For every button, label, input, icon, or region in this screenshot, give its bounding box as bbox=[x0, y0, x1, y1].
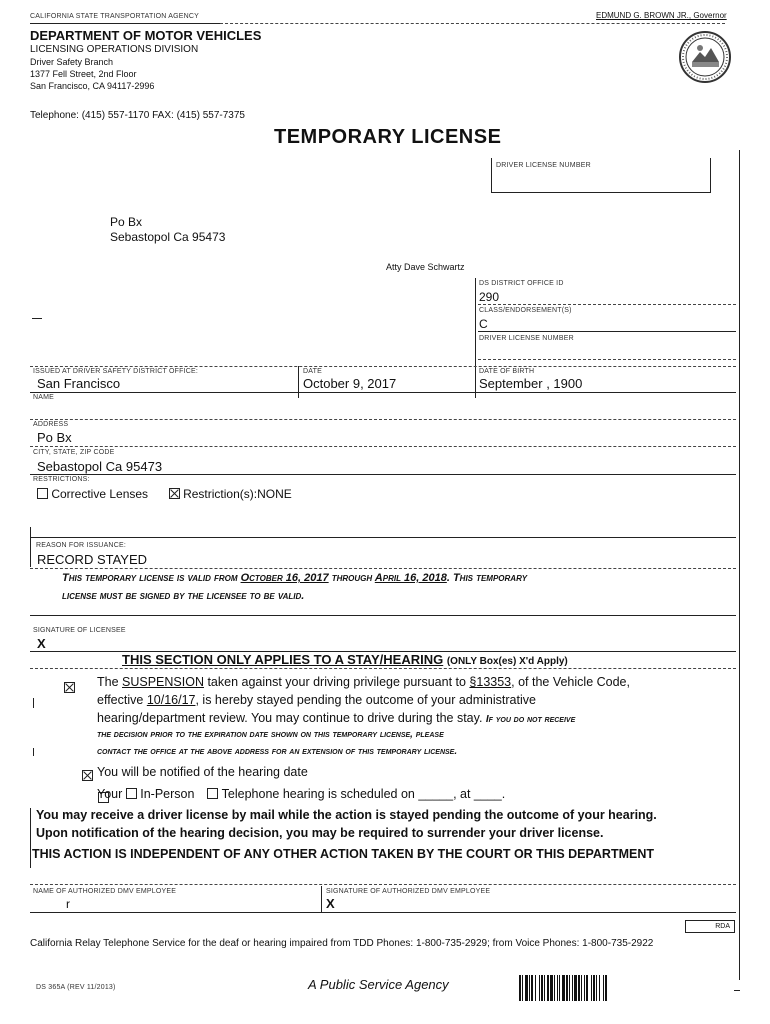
validity-line1 bbox=[62, 572, 527, 584]
notified-text: You will be notified of the hearing date bbox=[97, 765, 308, 779]
dob-label: DATE OF BIRTH bbox=[479, 368, 535, 375]
right-margin-line bbox=[739, 150, 740, 980]
suspension-line5: contact the office at the above address for an extension of this temporary license. bbox=[97, 746, 458, 757]
suspension-line4: the decision prior to the expiration date shown on this temporary license, please bbox=[97, 729, 444, 740]
validity-from-date: October 16, 2017 bbox=[240, 572, 329, 584]
restrictions-checkbox[interactable] bbox=[169, 488, 180, 499]
margin-tick-1 bbox=[33, 698, 34, 708]
date-divider bbox=[298, 366, 299, 398]
validity-line2: license must be signed by the licensee to be valid. bbox=[62, 590, 305, 602]
district-value: 290 bbox=[479, 290, 500, 304]
city-value: Sebastopol Ca 95473 bbox=[37, 459, 163, 474]
header-rule-right bbox=[220, 23, 725, 24]
signature-label: SIGNATURE OF LICENSEE bbox=[33, 627, 126, 634]
branch-name: Driver Safety Branch bbox=[30, 57, 114, 67]
barcode-icon bbox=[519, 975, 699, 1001]
header-rule-left bbox=[30, 23, 220, 24]
validity-text-b: through bbox=[328, 572, 375, 584]
date-value: October 9, 2017 bbox=[303, 376, 397, 391]
page-title: TEMPORARY LICENSE bbox=[274, 126, 502, 148]
margin-tick-2 bbox=[33, 748, 34, 756]
division-name: LICENSING OPERATIONS DIVISION bbox=[30, 44, 199, 55]
license-by-mail-notice: You may receive a driver license by mail while the action is stayed pending the outcome of your hearing. bbox=[36, 808, 657, 822]
agency-name: CALIFORNIA STATE TRANSPORTATION AGENCY bbox=[30, 13, 200, 20]
name-label: NAME bbox=[33, 394, 55, 401]
validity-to-date: April 16, 2018 bbox=[374, 572, 447, 584]
p3-text-b: If you do not receive bbox=[485, 714, 576, 725]
address-rule bbox=[30, 446, 736, 447]
suspension-line2 bbox=[97, 693, 536, 707]
name-rule bbox=[30, 419, 736, 420]
attorney-name: Atty Dave Schwartz bbox=[386, 262, 465, 272]
p2-text-a: effective bbox=[97, 693, 147, 707]
right-stack-divider bbox=[475, 278, 476, 398]
suspension-line1 bbox=[97, 675, 630, 689]
issued-value: San Francisco bbox=[37, 376, 121, 391]
dob-value: September , 1900 bbox=[479, 376, 583, 391]
department-name: DEPARTMENT OF MOTOR VEHICLES bbox=[30, 28, 262, 43]
district-label: DS DISTRICT OFFICE ID bbox=[479, 280, 564, 287]
restrictions-value: Restriction(s):NONE bbox=[183, 487, 292, 501]
dl-rule bbox=[478, 359, 736, 360]
auth-name-label: NAME OF AUTHORIZED DMV EMPLOYEE bbox=[33, 888, 177, 895]
date-label: DATE bbox=[303, 368, 322, 375]
stay-heading-text: THIS SECTION ONLY APPLIES TO A STAY/HEARING bbox=[122, 652, 444, 667]
restrictions-row bbox=[37, 487, 292, 501]
notified-checkbox[interactable] bbox=[82, 770, 93, 781]
your-label: Your bbox=[97, 787, 123, 801]
restrictions-label: RESTRICTIONS: bbox=[33, 476, 90, 483]
in-person-checkbox[interactable] bbox=[126, 788, 137, 799]
stay-heading bbox=[122, 652, 568, 667]
corrective-lenses-checkbox[interactable] bbox=[37, 488, 48, 499]
state-seal-icon bbox=[678, 30, 732, 84]
vehicle-code-section: §13353 bbox=[469, 675, 512, 689]
p1-text-c: , of the Vehicle Code, bbox=[511, 675, 630, 689]
p1-text-a: The bbox=[97, 675, 123, 689]
p3-text-a: hearing/department review. You may continue to drive during the stay. bbox=[97, 711, 486, 725]
reason-value: RECORD STAYED bbox=[37, 552, 148, 567]
form-code-box: RDA bbox=[685, 920, 735, 933]
issued-label: ISSUED AT DRIVER SAFETY DISTRICT OFFICE: bbox=[33, 368, 199, 375]
auth-bottom-rule bbox=[30, 912, 736, 913]
class-rule bbox=[478, 331, 736, 332]
class-label: CLASS/ENDORSEMENT(S) bbox=[479, 307, 572, 314]
auth-name-value: r bbox=[66, 897, 70, 911]
auth-signature-x: X bbox=[326, 896, 335, 911]
row1-bottom-rule bbox=[30, 392, 736, 393]
auth-top-rule bbox=[30, 884, 736, 885]
reason-rule bbox=[30, 568, 736, 569]
public-service-slogan: A Public Service Agency bbox=[308, 977, 449, 992]
telephone-checkbox[interactable] bbox=[207, 788, 218, 799]
address-label: ADDRESS bbox=[33, 421, 69, 428]
city-address: San Francisco, CA 94117-2996 bbox=[30, 81, 155, 91]
effective-date: 10/16/17 bbox=[146, 693, 196, 707]
independent-action-notice: THIS ACTION IS INDEPENDENT OF ANY OTHER ACTION TAKEN BY THE COURT OR THIS DEPARTMENT bbox=[32, 847, 655, 861]
validity-text-c: . This temporary bbox=[446, 572, 528, 584]
suspension-word: SUSPENSION bbox=[122, 675, 204, 689]
auth-divider bbox=[321, 886, 322, 912]
notice-margin-line bbox=[30, 808, 31, 868]
address-value: Po Bx bbox=[37, 430, 72, 445]
surrender-notice: Upon notification of the hearing decision, you may be required to surrender your driver license. bbox=[36, 826, 604, 840]
suspension-line3 bbox=[97, 711, 575, 725]
validity-text-a: This temporary license is valid from bbox=[62, 572, 241, 584]
stay-heading-note: (ONLY Box(es) X'd Apply) bbox=[446, 656, 568, 667]
telephone-label: Telephone hearing is scheduled on _____, at ____. bbox=[221, 787, 506, 801]
district-rule bbox=[478, 304, 736, 305]
left-margin-line bbox=[30, 527, 31, 567]
hearing-scheduled-row bbox=[97, 787, 505, 801]
auth-signature-label: SIGNATURE OF AUTHORIZED DMV EMPLOYEE bbox=[326, 888, 491, 895]
row1-top-rule bbox=[30, 366, 736, 367]
class-value: C bbox=[479, 317, 488, 331]
dl-box-label: DRIVER LICENSE NUMBER bbox=[496, 162, 591, 169]
dl-label: DRIVER LICENSE NUMBER bbox=[479, 335, 574, 342]
p2-text-b: , is hereby stayed pending the outcome of your administrative bbox=[195, 693, 536, 707]
street-address: 1377 Fell Street, 2nd Floor bbox=[30, 69, 137, 79]
mailing-address-line2: Sebastopol Ca 95473 bbox=[110, 230, 226, 244]
relay-service-text: California Relay Telephone Service for the deaf or hearing impaired from TDD Phones: 1-800-735-2929; from Voice Phones: 1-800-735-2922 bbox=[30, 938, 654, 949]
barcode-bar bbox=[605, 975, 607, 1001]
governor-name: EDMUND G. BROWN JR., Governor bbox=[596, 11, 727, 20]
corner-mark bbox=[734, 990, 740, 991]
form-number: DS 365A (REV 11/2013) bbox=[36, 984, 116, 991]
signature-x: X bbox=[37, 636, 46, 651]
validity-rule bbox=[30, 615, 736, 616]
fold-mark bbox=[32, 318, 42, 319]
reason-label: REASON FOR ISSUANCE: bbox=[36, 542, 126, 549]
phone-fax: Telephone: (415) 557-1170 FAX: (415) 557-7375 bbox=[30, 110, 245, 121]
restrictions-rule bbox=[30, 537, 736, 538]
stay-rule bbox=[30, 668, 736, 669]
city-label: CITY, STATE, ZIP CODE bbox=[33, 449, 115, 456]
suspension-checkbox[interactable] bbox=[64, 682, 75, 693]
mailing-address-line1: Po Bx bbox=[110, 215, 143, 229]
p1-text-b: taken against your driving privilege pursuant to bbox=[203, 675, 470, 689]
city-rule bbox=[30, 474, 736, 475]
in-person-label: In-Person bbox=[140, 787, 195, 801]
corrective-lenses-label: Corrective Lenses bbox=[51, 487, 149, 501]
